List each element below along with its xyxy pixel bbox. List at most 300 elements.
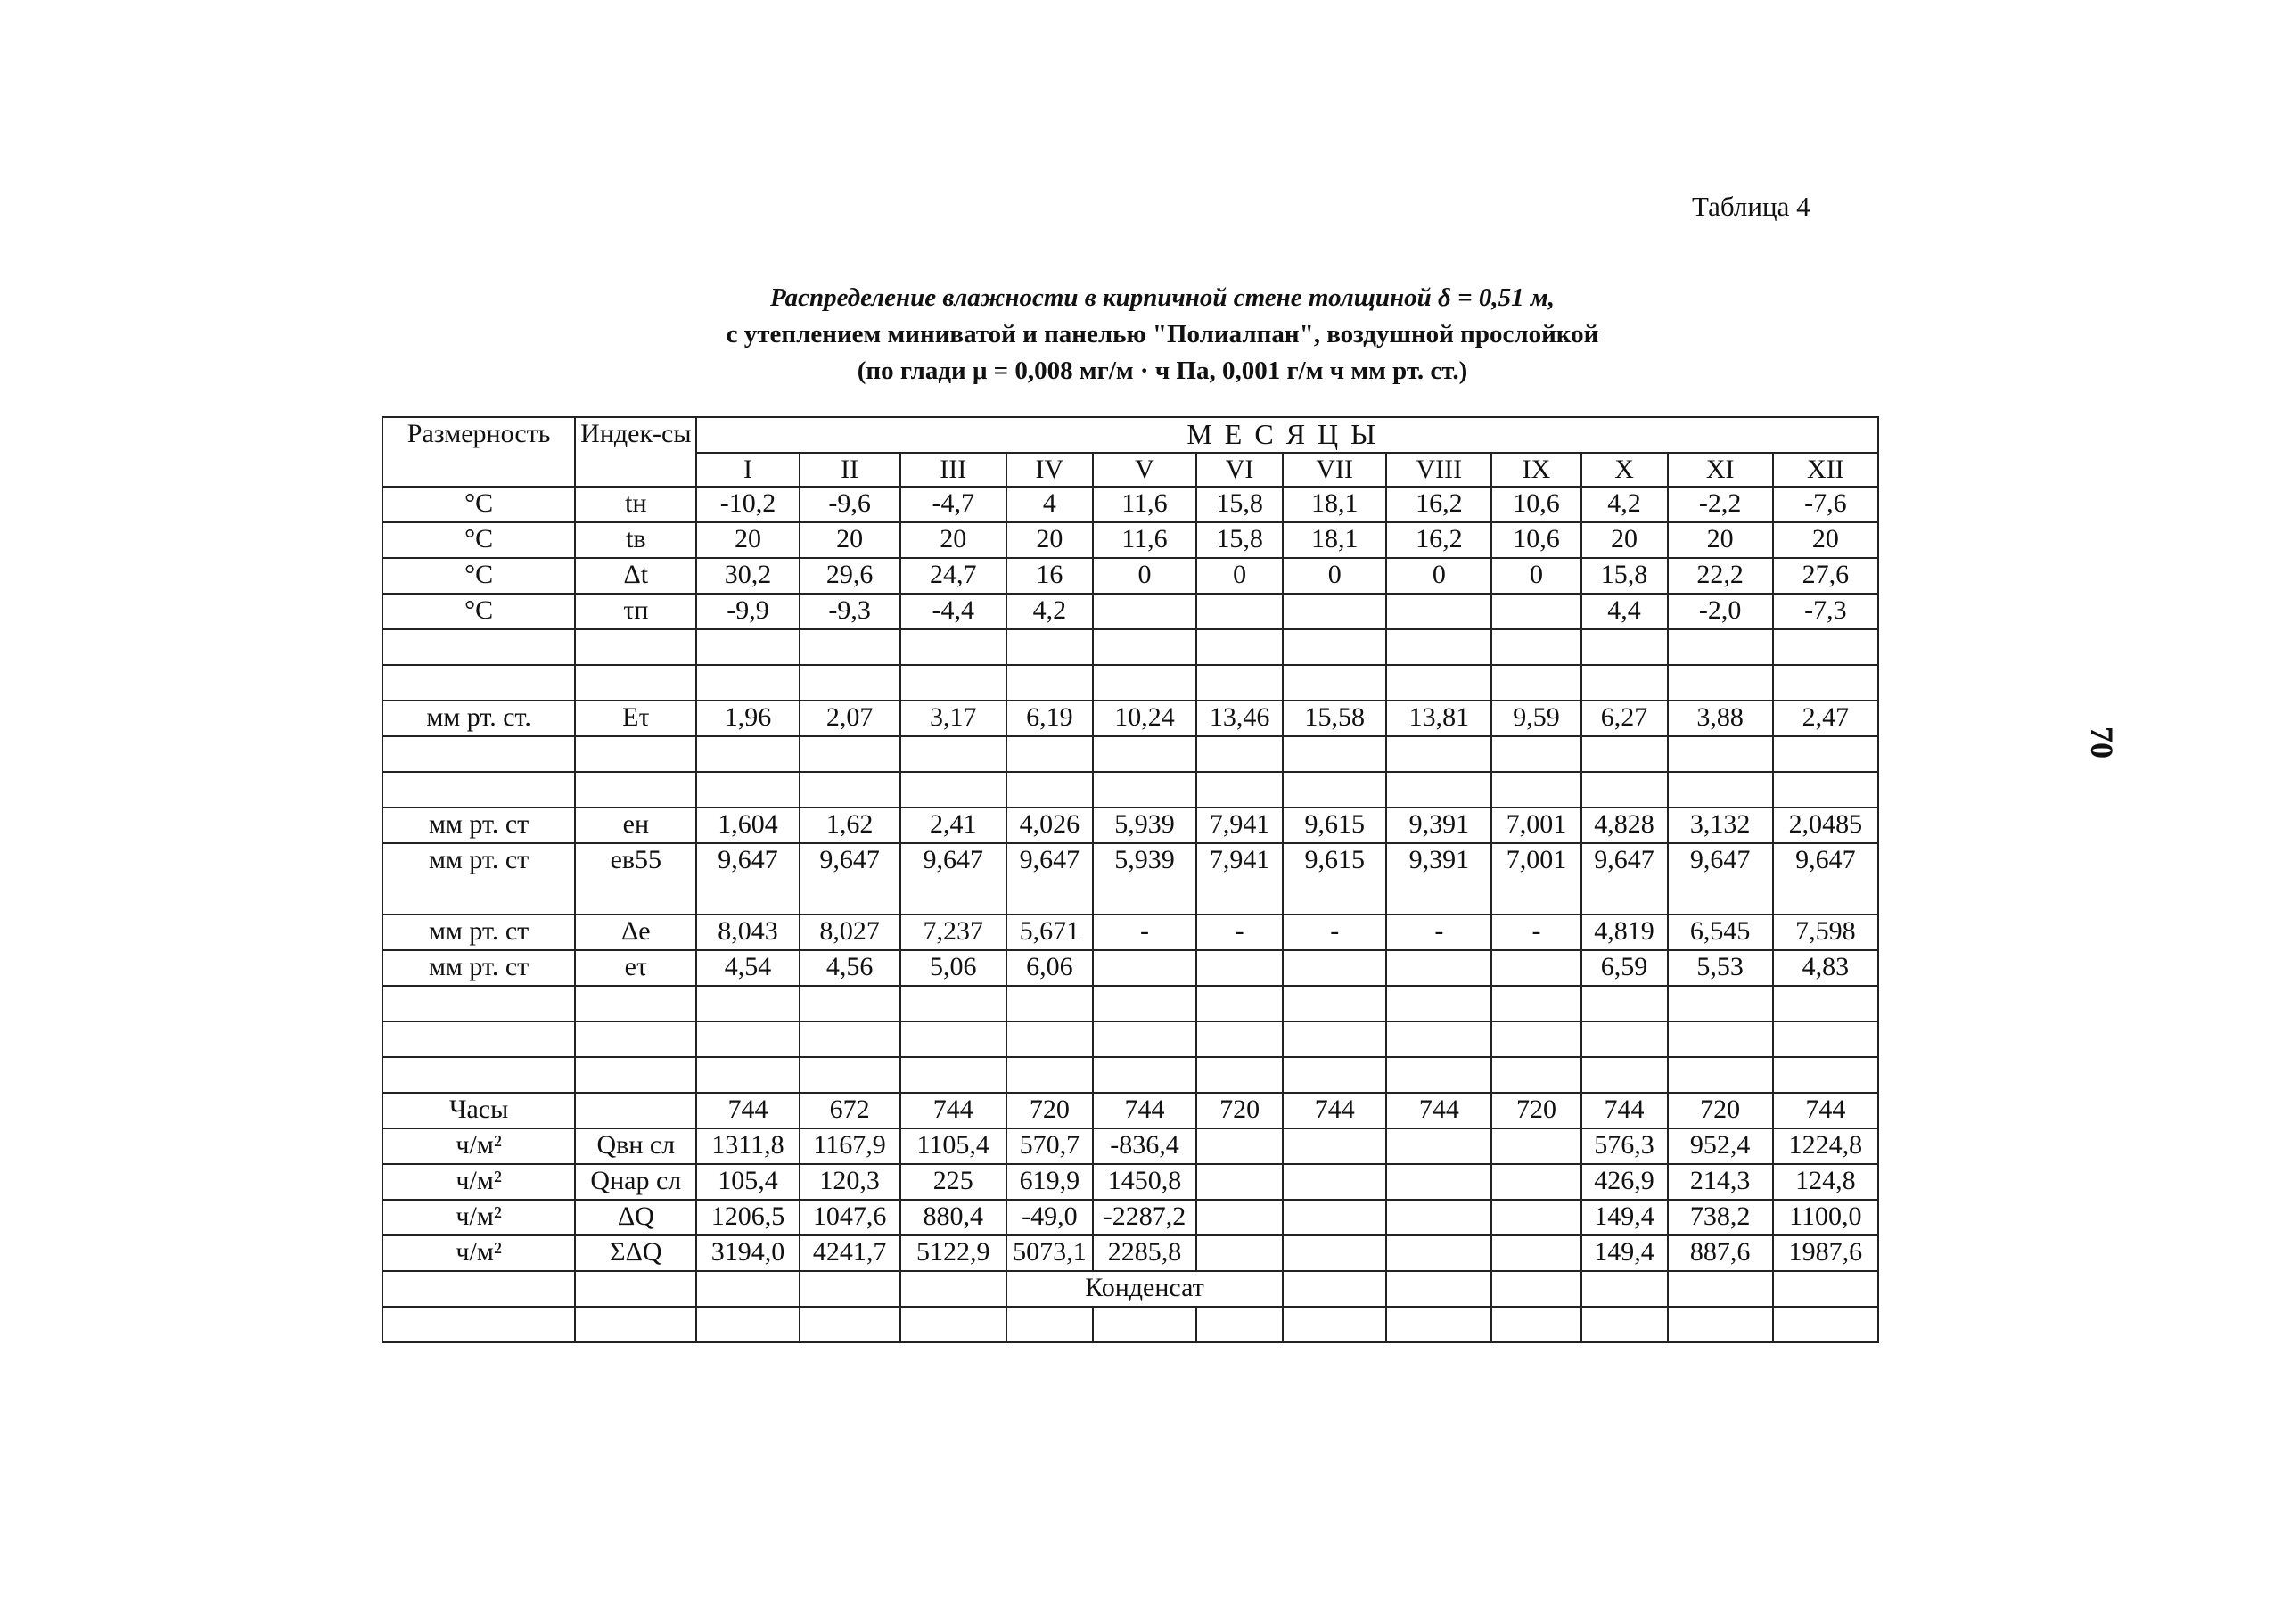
value-cell: 570,7: [1006, 1128, 1093, 1164]
value-cell: -: [1386, 915, 1491, 950]
empty-cell: [382, 1271, 575, 1307]
unit-cell: °C: [382, 522, 575, 558]
value-cell: 9,647: [800, 843, 900, 915]
value-cell: [1093, 772, 1196, 808]
condensate-row: [382, 1271, 1878, 1307]
table-row: [382, 665, 1878, 701]
value-cell: 5,53: [1668, 950, 1773, 986]
value-cell: [1386, 1200, 1491, 1235]
value-cell: [1283, 1200, 1386, 1235]
month-header-cell: V: [1093, 453, 1196, 487]
unit-cell: [382, 736, 575, 772]
value-cell: -7,3: [1773, 594, 1878, 629]
unit-cell: мм рт. ст: [382, 843, 575, 915]
empty-cell: [1283, 1271, 1386, 1307]
value-cell: 20: [800, 522, 900, 558]
value-cell: [1386, 1235, 1491, 1271]
value-cell: 4241,7: [800, 1235, 900, 1271]
value-cell: [1491, 986, 1580, 1021]
value-cell: 744: [1283, 1093, 1386, 1128]
value-cell: [1093, 594, 1196, 629]
value-cell: 4,2: [1006, 594, 1093, 629]
value-cell: 0: [1093, 558, 1196, 594]
index-cell: eв55: [575, 843, 696, 915]
value-cell: [696, 986, 799, 1021]
value-cell: 1,62: [800, 808, 900, 843]
index-cell: Δt: [575, 558, 696, 594]
table-row: [382, 1057, 1878, 1093]
value-cell: [1386, 1057, 1491, 1093]
value-cell: 720: [1006, 1093, 1093, 1128]
unit-cell: °C: [382, 558, 575, 594]
value-cell: 9,615: [1283, 843, 1386, 915]
month-header-cell: II: [800, 453, 900, 487]
value-cell: [900, 1057, 1006, 1093]
value-cell: 16: [1006, 558, 1093, 594]
value-cell: 7,941: [1196, 808, 1283, 843]
value-cell: 4,828: [1581, 808, 1668, 843]
value-cell: 4,4: [1581, 594, 1668, 629]
empty-cell: [800, 1307, 900, 1342]
value-cell: [800, 629, 900, 665]
value-cell: 1311,8: [696, 1128, 799, 1164]
value-cell: [1491, 1235, 1580, 1271]
value-cell: [1491, 1057, 1580, 1093]
value-cell: [1773, 1057, 1878, 1093]
value-cell: 7,941: [1196, 843, 1283, 915]
value-cell: -9,9: [696, 594, 799, 629]
table-row: [382, 701, 1878, 736]
value-cell: [1581, 986, 1668, 1021]
value-cell: [800, 1021, 900, 1057]
value-cell: 27,6: [1773, 558, 1878, 594]
value-cell: [1283, 594, 1386, 629]
index-cell: [575, 1021, 696, 1057]
value-cell: [1386, 594, 1491, 629]
empty-cell: [1581, 1307, 1668, 1342]
value-cell: 13,81: [1386, 701, 1491, 736]
value-cell: [1773, 1021, 1878, 1057]
index-cell: eτ: [575, 950, 696, 986]
value-cell: 13,46: [1196, 701, 1283, 736]
value-cell: 124,8: [1773, 1164, 1878, 1200]
value-cell: [1668, 1057, 1773, 1093]
index-cell: tн: [575, 487, 696, 522]
unit-cell: ч/м²: [382, 1200, 575, 1235]
value-cell: [1196, 736, 1283, 772]
unit-cell: [382, 1057, 575, 1093]
value-cell: 5122,9: [900, 1235, 1006, 1271]
table-row: [382, 986, 1878, 1021]
value-cell: 29,6: [800, 558, 900, 594]
value-cell: [800, 736, 900, 772]
value-cell: 4,83: [1773, 950, 1878, 986]
value-cell: 22,2: [1668, 558, 1773, 594]
empty-cell: [1196, 1307, 1283, 1342]
value-cell: -: [1283, 915, 1386, 950]
value-cell: 1105,4: [900, 1128, 1006, 1164]
value-cell: [1006, 736, 1093, 772]
value-cell: [1196, 1200, 1283, 1235]
value-cell: [1006, 986, 1093, 1021]
value-cell: 4: [1006, 487, 1093, 522]
value-cell: 149,4: [1581, 1200, 1668, 1235]
value-cell: [1283, 1235, 1386, 1271]
value-cell: 225: [900, 1164, 1006, 1200]
value-cell: [1491, 629, 1580, 665]
unit-cell: Часы: [382, 1093, 575, 1128]
value-cell: [1196, 1235, 1283, 1271]
value-cell: [1283, 1057, 1386, 1093]
index-cell: Δe: [575, 915, 696, 950]
value-cell: 6,27: [1581, 701, 1668, 736]
value-cell: [1386, 1164, 1491, 1200]
empty-cell: [1491, 1271, 1580, 1307]
value-cell: [1581, 736, 1668, 772]
unit-cell: [382, 629, 575, 665]
value-cell: 2,41: [900, 808, 1006, 843]
table-row: [382, 772, 1878, 808]
value-cell: 1,96: [696, 701, 799, 736]
table-row: [382, 808, 1878, 843]
value-cell: [1196, 1164, 1283, 1200]
value-cell: 9,615: [1283, 808, 1386, 843]
value-cell: [1668, 736, 1773, 772]
value-cell: [800, 665, 900, 701]
value-cell: 720: [1491, 1093, 1580, 1128]
index-cell: [575, 986, 696, 1021]
value-cell: 576,3: [1581, 1128, 1668, 1164]
value-cell: [1196, 1021, 1283, 1057]
table-row: [382, 915, 1878, 950]
empty-cell: [900, 1271, 1006, 1307]
table-row: [382, 1235, 1878, 1271]
value-cell: [1491, 1200, 1580, 1235]
month-header-cell: VI: [1196, 453, 1283, 487]
value-cell: [696, 1021, 799, 1057]
table-row: [382, 1021, 1878, 1057]
value-cell: 10,6: [1491, 487, 1580, 522]
value-cell: 7,001: [1491, 808, 1580, 843]
value-cell: 4,819: [1581, 915, 1668, 950]
value-cell: [900, 736, 1006, 772]
value-cell: 5073,1: [1006, 1235, 1093, 1271]
empty-cell: [1773, 1307, 1878, 1342]
value-cell: [1196, 1128, 1283, 1164]
index-cell: ΔQ: [575, 1200, 696, 1235]
index-cell: [575, 1057, 696, 1093]
value-cell: 8,043: [696, 915, 799, 950]
value-cell: 9,647: [1773, 843, 1878, 915]
value-cell: [1773, 736, 1878, 772]
value-cell: -4,4: [900, 594, 1006, 629]
value-cell: [1283, 950, 1386, 986]
value-cell: [1093, 1057, 1196, 1093]
value-cell: [1386, 772, 1491, 808]
value-cell: 744: [1093, 1093, 1196, 1128]
value-cell: [1668, 1021, 1773, 1057]
value-cell: 744: [696, 1093, 799, 1128]
value-cell: [1196, 950, 1283, 986]
value-cell: [1581, 1057, 1668, 1093]
value-cell: [1283, 1021, 1386, 1057]
unit-cell: [382, 665, 575, 701]
value-cell: 3,17: [900, 701, 1006, 736]
value-cell: 18,1: [1283, 487, 1386, 522]
value-cell: 20: [1581, 522, 1668, 558]
value-cell: 16,2: [1386, 522, 1491, 558]
value-cell: -2287,2: [1093, 1200, 1196, 1235]
index-cell: tв: [575, 522, 696, 558]
header-unit: Размерность: [382, 417, 575, 487]
value-cell: -9,3: [800, 594, 900, 629]
value-cell: 10,24: [1093, 701, 1196, 736]
value-cell: 6,06: [1006, 950, 1093, 986]
value-cell: [1283, 1128, 1386, 1164]
value-cell: -7,6: [1773, 487, 1878, 522]
value-cell: [1773, 629, 1878, 665]
value-cell: 0: [1283, 558, 1386, 594]
value-cell: 0: [1386, 558, 1491, 594]
value-cell: [900, 772, 1006, 808]
table-row: [382, 1307, 1878, 1342]
value-cell: [1006, 1057, 1093, 1093]
table-row: [382, 736, 1878, 772]
value-cell: 3194,0: [696, 1235, 799, 1271]
value-cell: 744: [1386, 1093, 1491, 1128]
empty-cell: [382, 1307, 575, 1342]
value-cell: [1491, 950, 1580, 986]
title-line-2: с утеплением миниватой и панелью "Полиалпан", воздушной прослойкой: [726, 320, 1599, 349]
value-cell: [1773, 986, 1878, 1021]
value-cell: [1093, 986, 1196, 1021]
page-number: 70: [2084, 726, 2120, 759]
value-cell: [1581, 772, 1668, 808]
unit-cell: мм рт. ст: [382, 950, 575, 986]
value-cell: 20: [696, 522, 799, 558]
empty-cell: [1386, 1271, 1491, 1307]
value-cell: 214,3: [1668, 1164, 1773, 1200]
value-cell: 30,2: [696, 558, 799, 594]
header-row-1: [382, 417, 1878, 453]
value-cell: 1,604: [696, 808, 799, 843]
value-cell: 7,001: [1491, 843, 1580, 915]
value-cell: 8,027: [800, 915, 900, 950]
value-cell: 4,2: [1581, 487, 1668, 522]
value-cell: 18,1: [1283, 522, 1386, 558]
value-cell: 20: [900, 522, 1006, 558]
value-cell: [696, 736, 799, 772]
value-cell: 9,647: [1581, 843, 1668, 915]
value-cell: 9,391: [1386, 808, 1491, 843]
value-cell: 4,54: [696, 950, 799, 986]
value-cell: [1668, 665, 1773, 701]
value-cell: 720: [1668, 1093, 1773, 1128]
value-cell: [1006, 772, 1093, 808]
value-cell: -2,0: [1668, 594, 1773, 629]
empty-cell: [1581, 1271, 1668, 1307]
index-cell: ΣΔQ: [575, 1235, 696, 1271]
title-line-3: (по глади μ = 0,008 мг/м · ч Па, 0,001 г/м ч мм рт. ст.): [857, 357, 1468, 385]
value-cell: [1668, 629, 1773, 665]
unit-cell: ч/м²: [382, 1128, 575, 1164]
value-cell: 887,6: [1668, 1235, 1773, 1271]
value-cell: -2,2: [1668, 487, 1773, 522]
value-cell: -: [1196, 915, 1283, 950]
table-row: [382, 1128, 1878, 1164]
value-cell: 5,939: [1093, 843, 1196, 915]
value-cell: 5,06: [900, 950, 1006, 986]
value-cell: 1167,9: [800, 1128, 900, 1164]
unit-cell: [382, 1021, 575, 1057]
value-cell: [1283, 1164, 1386, 1200]
value-cell: 7,598: [1773, 915, 1878, 950]
value-cell: 744: [1581, 1093, 1668, 1128]
value-cell: 11,6: [1093, 487, 1196, 522]
index-cell: [575, 1093, 696, 1128]
value-cell: -9,6: [800, 487, 900, 522]
month-header-cell: XII: [1773, 453, 1878, 487]
value-cell: 16,2: [1386, 487, 1491, 522]
value-cell: [1386, 629, 1491, 665]
index-cell: Eτ: [575, 701, 696, 736]
empty-cell: [575, 1307, 696, 1342]
value-cell: 15,8: [1581, 558, 1668, 594]
table-row: [382, 1200, 1878, 1235]
value-cell: [1581, 665, 1668, 701]
unit-cell: мм рт. ст: [382, 915, 575, 950]
value-cell: [1093, 629, 1196, 665]
index-cell: Qнар сл: [575, 1164, 696, 1200]
value-cell: 9,647: [696, 843, 799, 915]
value-cell: 7,237: [900, 915, 1006, 950]
header-index: Индек-сы: [575, 417, 696, 487]
value-cell: 20: [1006, 522, 1093, 558]
value-cell: 11,6: [1093, 522, 1196, 558]
value-cell: [1491, 772, 1580, 808]
header-months-title: МЕСЯЦЫ: [696, 417, 1878, 453]
value-cell: 24,7: [900, 558, 1006, 594]
value-cell: [1491, 1128, 1580, 1164]
table-title: [571, 280, 1754, 390]
unit-cell: мм рт. ст: [382, 808, 575, 843]
value-cell: 9,647: [1006, 843, 1093, 915]
month-header-cell: III: [900, 453, 1006, 487]
unit-cell: °C: [382, 594, 575, 629]
value-cell: 5,671: [1006, 915, 1093, 950]
value-cell: [1386, 736, 1491, 772]
condensate-label: Конденсат: [1006, 1271, 1283, 1307]
value-cell: 2285,8: [1093, 1235, 1196, 1271]
value-cell: [800, 772, 900, 808]
value-cell: 6,545: [1668, 915, 1773, 950]
value-cell: 20: [1773, 522, 1878, 558]
value-cell: 1987,6: [1773, 1235, 1878, 1271]
value-cell: 2,0485: [1773, 808, 1878, 843]
table-row: [382, 522, 1878, 558]
value-cell: 15,8: [1196, 487, 1283, 522]
index-cell: [575, 629, 696, 665]
index-cell: τп: [575, 594, 696, 629]
unit-cell: ч/м²: [382, 1235, 575, 1271]
value-cell: -: [1093, 915, 1196, 950]
index-cell: [575, 665, 696, 701]
value-cell: [1093, 736, 1196, 772]
value-cell: [1773, 665, 1878, 701]
value-cell: 1450,8: [1093, 1164, 1196, 1200]
value-cell: [900, 665, 1006, 701]
table-row: [382, 558, 1878, 594]
value-cell: [1581, 1021, 1668, 1057]
value-cell: [800, 986, 900, 1021]
value-cell: 738,2: [1668, 1200, 1773, 1235]
month-header-cell: I: [696, 453, 799, 487]
empty-cell: [1668, 1271, 1773, 1307]
value-cell: 9,647: [900, 843, 1006, 915]
value-cell: 10,6: [1491, 522, 1580, 558]
value-cell: 619,9: [1006, 1164, 1093, 1200]
value-cell: 5,939: [1093, 808, 1196, 843]
humidity-table: [382, 416, 1879, 1343]
value-cell: [1283, 772, 1386, 808]
value-cell: [1196, 772, 1283, 808]
value-cell: 1047,6: [800, 1200, 900, 1235]
index-cell: eн: [575, 808, 696, 843]
value-cell: -49,0: [1006, 1200, 1093, 1235]
table-number: Таблица 4: [1692, 191, 1810, 222]
value-cell: [900, 986, 1006, 1021]
table-row: [382, 594, 1878, 629]
value-cell: 120,3: [800, 1164, 900, 1200]
value-cell: [800, 1057, 900, 1093]
value-cell: [1491, 736, 1580, 772]
value-cell: [1196, 594, 1283, 629]
value-cell: [1386, 986, 1491, 1021]
month-header-cell: X: [1581, 453, 1668, 487]
month-header-cell: IV: [1006, 453, 1093, 487]
value-cell: 2,47: [1773, 701, 1878, 736]
index-cell: Qвн сл: [575, 1128, 696, 1164]
empty-cell: [1006, 1307, 1093, 1342]
value-cell: [696, 1057, 799, 1093]
value-cell: [1093, 665, 1196, 701]
table-row: [382, 950, 1878, 986]
value-cell: [1386, 1128, 1491, 1164]
empty-cell: [1386, 1307, 1491, 1342]
unit-cell: [382, 772, 575, 808]
value-cell: [696, 772, 799, 808]
value-cell: 15,8: [1196, 522, 1283, 558]
value-cell: [900, 629, 1006, 665]
value-cell: 9,647: [1668, 843, 1773, 915]
value-cell: -836,4: [1093, 1128, 1196, 1164]
value-cell: 0: [1491, 558, 1580, 594]
title-line-1: Распределение влажности в кирпичной стене толщиной δ = 0,51 м,: [770, 283, 1555, 312]
value-cell: [900, 1021, 1006, 1057]
value-cell: 9,391: [1386, 843, 1491, 915]
month-header-cell: VIII: [1386, 453, 1491, 487]
value-cell: 9,59: [1491, 701, 1580, 736]
value-cell: 6,19: [1006, 701, 1093, 736]
unit-cell: [382, 986, 575, 1021]
value-cell: [1386, 1021, 1491, 1057]
value-cell: 0: [1196, 558, 1283, 594]
empty-cell: [800, 1271, 900, 1307]
value-cell: 952,4: [1668, 1128, 1773, 1164]
value-cell: [1491, 594, 1580, 629]
value-cell: -4,7: [900, 487, 1006, 522]
value-cell: 880,4: [900, 1200, 1006, 1235]
